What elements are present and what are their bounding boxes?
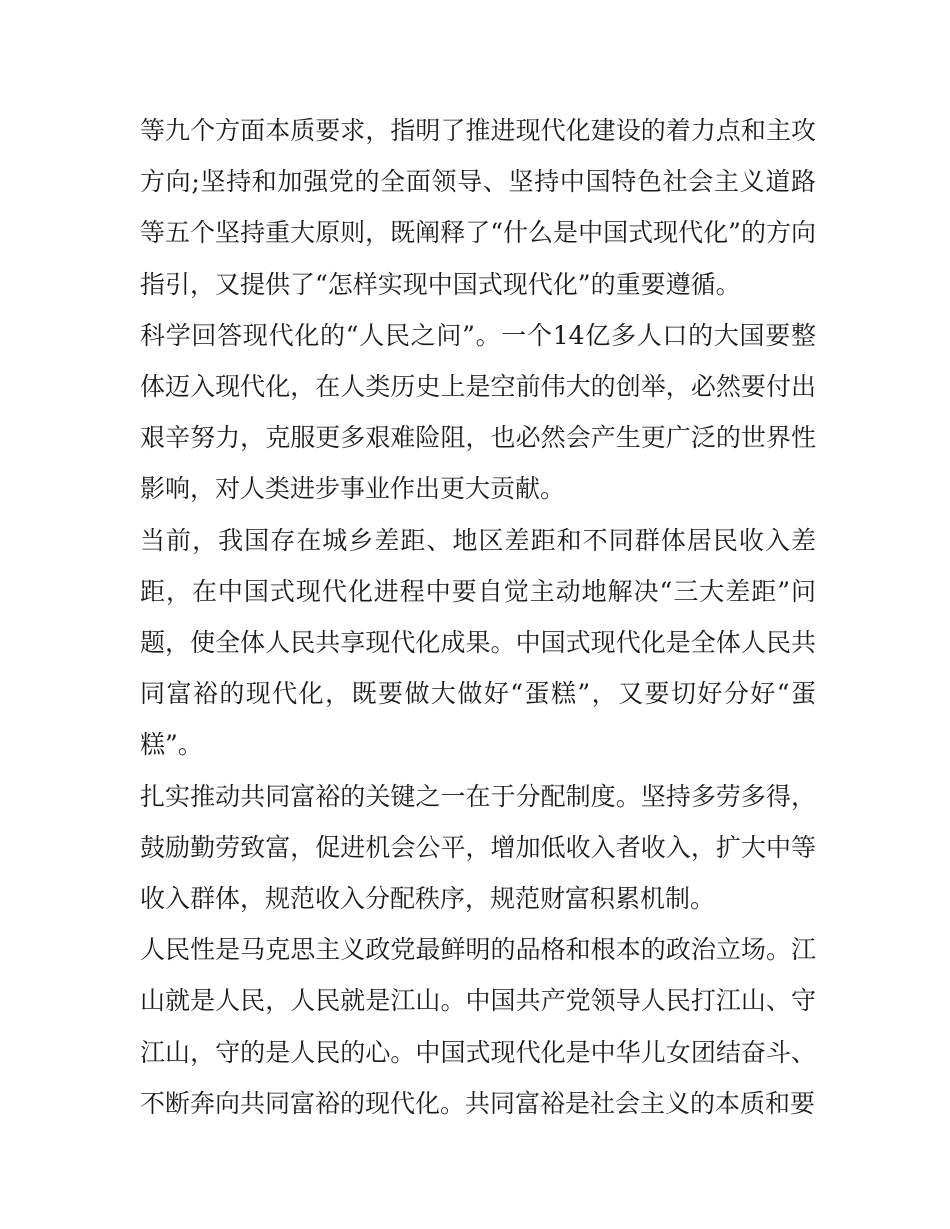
paragraph-4: 扎实推动共同富裕的关键之一在于分配制度。坚持多劳多得，鼓励勤劳致富，促进机会公平，增加低收入者收入，扩大中等收入群体，规范收入分配秩序，规范财富积累机制。 xyxy=(140,781,816,914)
paragraph-3: 当前，我国存在城乡差距、地区差距和不同群体居民收入差距，在中国式现代化进程中要自觉主动地解决“三大差距”问题，使全体人民共享现代化成果。中国式现代化是全体人民共同富裕的现代化，既要做大做好“蛋糕”，又要切好分好“蛋糕”。 xyxy=(140,525,816,760)
paragraph-1: 等九个方面本质要求，指明了推进现代化建设的着力点和主攻方向;坚持和加强党的全面领导、坚持中国特色社会主义道路等五个坚持重大原则，既阐释了“什么是中国式现代化”的方向指引，又提供了“怎样实现中国式现代化”的重要遵循。 xyxy=(140,116,816,299)
paragraph-5: 人民性是马克思主义政党最鲜明的品格和根本的政治立场。江山就是人民，人民就是江山。中国共产党领导人民打江山、守江山，守的是人民的心。中国式现代化是中华儿女团结奋斗、不断奔向共同富裕的现代化。共同富裕是社会主义的本质和要 xyxy=(140,935,816,1118)
document-body xyxy=(140,105,816,1129)
paragraph-2: 科学回答现代化的“人民之问”。一个14亿多人口的大国要整体迈入现代化，在人类历史上是空前伟大的创举，必然要付出艰辛努力，克服更多艰难险阻，也必然会产生更广泛的世界性影响，对人类进步事业作出更大贡献。 xyxy=(140,320,816,504)
